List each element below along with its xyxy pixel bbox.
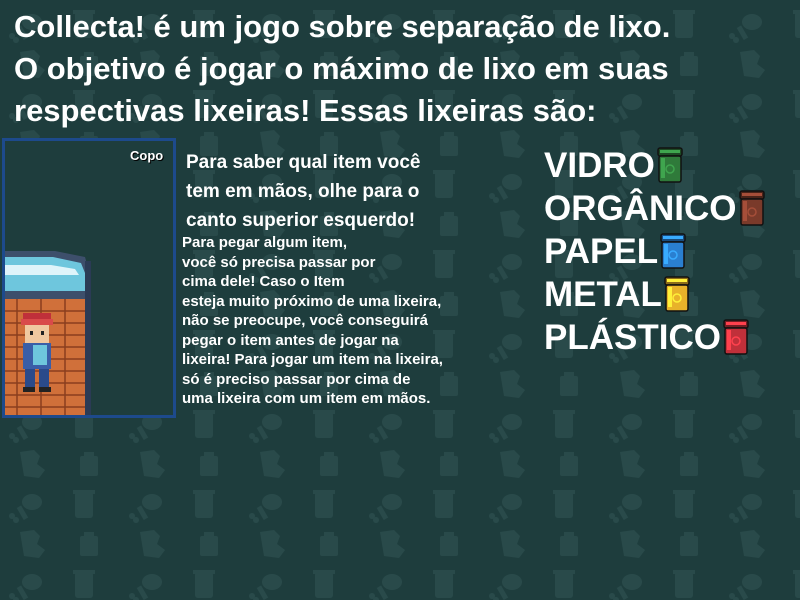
plastic-bin-icon: [721, 316, 751, 358]
tip-pickup-throw: [182, 233, 517, 409]
tip-pickup-line: uma lixeira com um item em mãos.: [182, 390, 431, 407]
tip-pickup-line: lixeira! Para jogar um item na lixeira,: [182, 351, 443, 368]
tip-held-line-2: tem em mãos, olhe para o: [186, 181, 420, 202]
tip-pickup-line: não se preocupe, você conseguirá: [182, 312, 428, 329]
bin-name-paper: PAPEL: [544, 232, 659, 271]
tip-held-item: [186, 148, 506, 235]
bin-name-organic: ORGÂNICO: [544, 189, 737, 228]
glass-bin-icon: [655, 144, 685, 186]
metal-bin-icon: [662, 273, 692, 315]
tip-held-line-1: Para saber qual item você: [186, 152, 421, 173]
gameplay-preview: [2, 138, 176, 418]
held-item-label: Copo: [130, 148, 164, 163]
gameplay-scene: [5, 141, 173, 415]
bin-row-paper: [544, 230, 767, 273]
bin-name-plastic: PLÁSTICO: [544, 318, 721, 357]
bin-row-organic: [544, 187, 767, 230]
intro-text: [14, 6, 800, 132]
tip-pickup-line: você só precisa passar por: [182, 253, 376, 271]
organic-bin-icon: [737, 187, 767, 229]
tip-pickup-line: esteja muito próximo de uma lixeira,: [182, 292, 442, 310]
intro-line-2: O objetivo é jogar o máximo de lixo em suas: [14, 51, 669, 86]
bin-name-metal: METAL: [544, 275, 662, 314]
intro-line-1: Collecta! é um jogo sobre separação de lixo.: [14, 9, 671, 44]
intro-line-3: respectivas lixeiras! Essas lixeiras são:: [14, 93, 597, 128]
tip-pickup-line: Para pegar algum item,: [182, 234, 348, 251]
bin-legend: [544, 144, 767, 359]
tip-pickup-line: cima dele! Caso o Item: [182, 273, 345, 290]
tip-pickup-line: só é preciso passar por cima de: [182, 370, 411, 388]
paper-bin-icon: [658, 230, 688, 272]
bin-row-metal: [544, 273, 767, 316]
bin-row-glass: [544, 144, 767, 187]
tip-pickup-line: pegar o item antes de jogar na: [182, 331, 399, 349]
tip-held-line-3: canto superior esquerdo!: [186, 210, 416, 231]
bin-row-plastic: [544, 316, 767, 359]
bin-name-glass: VIDRO: [544, 146, 655, 185]
